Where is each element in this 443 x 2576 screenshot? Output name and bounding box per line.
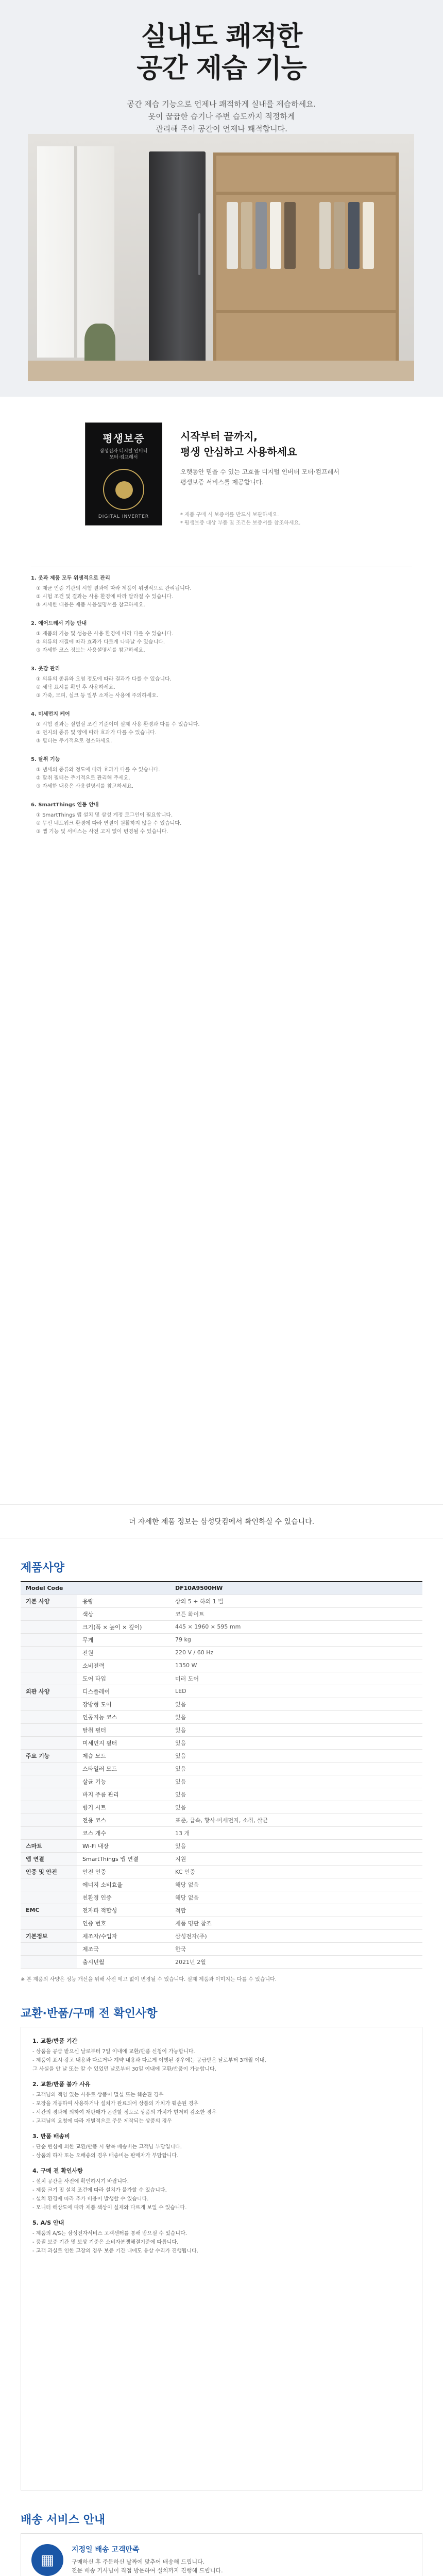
disclaimer-group [31,710,412,745]
spec-value-cell: 445 × 1960 × 595 mm [170,1620,422,1633]
spec-group-cell [21,1633,77,1646]
policy-line: - 상품을 공급 받으신 날로부터 7일 이내에 교환/반품 신청이 가능합니다. [32,2048,195,2055]
spec-label-cell: 인공지능 코스 [77,1710,170,1723]
policy-line: - 포장을 개봉하여 사용하거나 설치가 완료되어 상품의 가치가 훼손된 경우 [32,2100,199,2107]
spec-value-cell: 13 개 [170,1826,422,1839]
spec-value-cell: 1350 W [170,1659,422,1672]
disclaimer-line: ② 의류의 재질에 따라 효과가 다르게 나타날 수 있습니다. [36,639,165,645]
more-info-banner: 더 자세한 제품 정보는 삼성닷컴에서 확인하실 수 있습니다. [0,1504,443,1538]
spec-row [21,1929,422,1942]
spec-value-cell: 제품 명판 참조 [170,1917,422,1929]
spec-group-cell [21,1788,77,1801]
spec-group-cell: 외관 사양 [21,1685,77,1698]
plant-image [84,324,115,365]
spec-label-cell: 크기(폭 × 높이 × 깊이) [77,1620,170,1633]
policy-line: - 품질 보증 기간 및 보상 기준은 소비자분쟁해결기준에 따릅니다. [32,2239,179,2245]
delivery-box [21,2533,422,2576]
disclaimer-line: ② 탈취 필터는 주기적으로 관리해 주세요. [36,775,130,781]
policy-line: - 설치 공간을 사전에 확인하시기 바랍니다. [32,2178,129,2184]
spec-group-cell [21,1891,77,1904]
spec-label-cell: 소비전력 [77,1659,170,1672]
spec-group-cell [21,1646,77,1659]
spec-value-cell: 있음 [170,1710,422,1723]
disclaimer-line: ③ 앱 기능 및 서비스는 사전 고지 없이 변경될 수 있습니다. [36,829,168,835]
disclaimer-line: ③ 필터는 주기적으로 청소하세요. [36,738,112,744]
warranty-headline-line2: 평생 안심하고 사용하세요 [180,446,297,458]
disclaimer-line: ② 시험 조건 및 결과는 사용 환경에 따라 달라질 수 있습니다. [36,594,174,600]
spec-group-cell [21,1942,77,1955]
model-code-value: DF10A9500HW [170,1582,422,1595]
disclaimer-group [31,665,412,700]
spec-label-cell: 미세먼지 필터 [77,1736,170,1749]
policy-line: - 모니터 해상도에 따라 제품 색상이 실제와 다르게 보일 수 있습니다. [32,2205,187,2211]
spec-label-cell: 용량 [77,1595,170,1607]
spec-value-cell: 220 V / 60 Hz [170,1646,422,1659]
spec-group-cell [21,1672,77,1685]
spec-row [21,1801,422,1814]
spec-row [21,1762,422,1775]
policy-line: - 제품 크기 및 설치 조건에 따라 설치가 불가할 수 있습니다. [32,2187,167,2193]
disclaimer-group [31,756,412,791]
spec-label-cell: 전원 [77,1646,170,1659]
warranty-notes [180,511,397,528]
policy-line: - 고객님의 책임 있는 사유로 상품이 멸실 또는 훼손된 경우 [32,2092,164,2098]
return-policy-section [0,1984,443,2490]
disclaimer-line: ② 세탁 표시를 확인 후 사용하세요. [36,685,115,690]
policy-block-heading: 3. 반품 배송비 [32,2132,70,2140]
spec-value-cell: KC 인증 [170,1865,422,1878]
spec-row [21,1620,422,1633]
spec-value-cell: 있음 [170,1736,422,1749]
spec-group-cell: 기본 사양 [21,1595,77,1607]
disclaimer-group-heading: 1. 옷과 제품 모두 위생적으로 관리 [31,575,110,581]
spec-group-cell: 주요 기능 [21,1749,77,1762]
spec-group-cell [21,1878,77,1891]
spec-label-cell: 디스플레이 [77,1685,170,1698]
spec-label-cell: 출시년월 [77,1955,170,1968]
spec-row [21,1775,422,1788]
spec-label-cell: Wi-Fi 내장 [77,1839,170,1852]
spec-group-cell [21,1775,77,1788]
spec-value-cell: 상의 5 + 하의 1 벌 [170,1595,422,1607]
spec-value-cell: 있음 [170,1801,422,1814]
spec-row [21,1659,422,1672]
warranty-text [180,429,397,487]
spec-value-cell: 한국 [170,1942,422,1955]
disclaimer-line: ② 무선 네트워크 환경에 따라 연결이 원활하지 않을 수 있습니다. [36,821,182,826]
spec-group-cell: 앱 연결 [21,1852,77,1865]
spec-group-cell [21,1607,77,1620]
disclaimer-line: ① 시험 결과는 실험실 조건 기준이며 실제 사용 환경과 다를 수 있습니다. [36,722,200,727]
disclaimer-line: ① SmartThings 앱 설치 및 삼성 계정 로그인이 필요합니다. [36,812,173,818]
disclaimer-line: ② 먼지의 종류 및 양에 따라 효과가 다를 수 있습니다. [36,730,157,736]
spec-row [21,1852,422,1865]
spec-group-cell [21,1955,77,1968]
policy-line: - 고객님의 요청에 따라 개별적으로 주문 제작되는 상품의 경우 [32,2118,172,2124]
spec-row [21,1917,422,1929]
delivery-section-title: 배송 서비스 안내 [21,2513,106,2527]
badge-subtitle-line2: 모터·컴프레서 [109,455,138,460]
spec-row [21,1814,422,1826]
warranty-seal-icon [103,469,144,510]
spec-value-cell: 있음 [170,1723,422,1736]
spec-label-cell: 도어 타입 [77,1672,170,1685]
spec-row [21,1710,422,1723]
policy-line: 그 사실을 안 날 또는 알 수 있었던 날로부터 30일 이내에 교환/반품이 가능합니다. [32,2066,216,2072]
spec-value-cell: 적합 [170,1904,422,1917]
spec-note: ※ 본 제품의 사양은 성능 개선을 위해 사전 예고 없이 변경될 수 있습니다. 실제 제품과 이미지는 다를 수 있습니다. [21,1976,277,1982]
spec-label-cell: SmartThings 앱 연결 [77,1852,170,1865]
warranty-body-line2: 평생보증 서비스를 제공합니다. [180,479,264,486]
disclaimer-groups [31,574,412,836]
disclaimer-section [0,567,443,1504]
lifetime-warranty-section [0,397,443,567]
spec-label-cell: 살균 기능 [77,1775,170,1788]
spec-label-cell: 향기 시트 [77,1801,170,1814]
wardrobe-image [213,152,399,369]
badge-title: 평생보증 [103,432,145,445]
spec-value-cell: 2021년 2월 [170,1955,422,1968]
disclaimer-line: ① 제품의 기능 및 성능은 사용 환경에 따라 다를 수 있습니다. [36,631,174,637]
spec-label-cell: 인증 번호 [77,1917,170,1929]
disclaimer-group [31,574,412,609]
spec-row [21,1672,422,1685]
spec-label-cell: 안전 인증 [77,1865,170,1878]
disclaimer-group [31,801,412,836]
badge-subtitle [86,448,162,461]
warranty-headline-line1: 시작부터 끝까지, [180,430,258,443]
spec-row [21,1904,422,1917]
spec-value-cell: 있음 [170,1749,422,1762]
spec-row [21,1878,422,1891]
spec-row [21,1865,422,1878]
disclaimer-line: ① 냄새의 종류와 정도에 따라 효과가 다를 수 있습니다. [36,767,160,773]
delivery-top-body-line1: 구매하신 후 주문하신 날짜에 맞추어 배송해 드립니다. [72,2558,205,2565]
disclaimer-group-heading: 6. SmartThings 연동 안내 [31,802,99,808]
spec-label-cell: 제조국 [77,1942,170,1955]
calendar-icon: ▦ [31,2544,63,2576]
hero-title [0,21,443,84]
spec-label-cell: 전자파 적합성 [77,1904,170,1917]
warranty-body-line1: 오랫동안 믿을 수 있는 고효율 디지털 인버터 모터·컴프레서 [180,468,339,476]
spec-section [0,1559,443,1984]
policy-line: - 시간의 경과에 의하여 재판매가 곤란할 정도로 상품의 가치가 현저히 감소한 경우 [32,2109,217,2115]
model-code-label: Model Code [21,1582,170,1595]
spec-value-cell: 79 kg [170,1633,422,1646]
spec-value-cell: 삼성전자(주) [170,1929,422,1942]
spec-group-cell [21,1801,77,1814]
disclaimer-line: ③ 자세한 내용은 사용설명서를 참고하세요. [36,784,134,789]
spec-label-cell: 색상 [77,1607,170,1620]
badge-subtitle-line1: 삼성전자 디지털 인버터 [99,449,148,454]
spec-row [21,1646,422,1659]
spec-value-cell: 있음 [170,1788,422,1801]
hero-description [0,98,443,135]
disclaimer-line: ③ 자세한 내용은 제품 사용설명서를 참고하세요. [36,602,145,608]
warranty-headline [180,429,397,460]
spec-group-cell: 인증 및 안전 [21,1865,77,1878]
spec-value-cell: 미러 도어 [170,1672,422,1685]
policy-line: - 제품의 A/S는 삼성전자서비스 고객센터를 통해 받으실 수 있습니다. [32,2230,187,2236]
spec-value-cell: 있음 [170,1698,422,1710]
spec-row [21,1788,422,1801]
spec-group-cell [21,1723,77,1736]
disclaimer-line: ① 의류의 종류와 오염 정도에 따라 결과가 다를 수 있습니다. [36,676,172,682]
spec-value-cell: 해당 없음 [170,1891,422,1904]
hero-desc-line1: 공간 제습 기능으로 언제나 쾌적하게 실내를 제습하세요. [127,99,316,109]
spec-group-cell: EMC [21,1904,77,1917]
airdresser-product-image [149,151,206,373]
warranty-body [180,467,397,487]
spec-value-cell: 있음 [170,1762,422,1775]
spec-row [21,1942,422,1955]
disclaimer-line: ① 제균 인증 기관의 시험 결과에 따라 제품이 위생적으로 관리됩니다. [36,586,192,591]
spec-row [21,1891,422,1904]
policy-line: - 설치 환경에 따라 추가 비용이 발생할 수 있습니다. [32,2196,149,2202]
spec-row [21,1736,422,1749]
spec-label-cell: 탈취 필터 [77,1723,170,1736]
spec-table [21,1581,422,1969]
spec-value-cell: LED [170,1685,422,1698]
spec-value-cell: 코튼 화이트 [170,1607,422,1620]
spec-row [21,1955,422,1968]
disclaimer-group-heading: 4. 미세먼지 케어 [31,711,70,717]
policy-block-heading: 5. A/S 안내 [32,2219,64,2226]
badge-footer: DIGITAL INVERTER [98,514,149,519]
spec-label-cell: 에너지 소비효율 [77,1878,170,1891]
spec-label-cell: 무게 [77,1633,170,1646]
spec-value-cell: 있음 [170,1775,422,1788]
spec-label-cell: 코스 개수 [77,1826,170,1839]
spec-group-cell: 스마트 [21,1839,77,1852]
spec-row [21,1826,422,1839]
spec-row [21,1749,422,1762]
hero-room-photo [28,134,414,381]
policy-line: - 단순 변심에 의한 교환/반품 시 왕복 배송비는 고객님 부담입니다. [32,2144,182,2150]
policy-block-heading: 4. 구매 전 확인사항 [32,2167,83,2174]
spec-label-cell: 전용 코스 [77,1814,170,1826]
spec-label-cell: 제조자/수입자 [77,1929,170,1942]
spec-section-title: 제품사양 [21,1562,65,1574]
delivery-section [0,2490,443,2576]
spec-row [21,1595,422,1607]
disclaimer-line: ③ 가죽, 모피, 실크 등 일부 소재는 사용에 주의하세요. [36,693,159,699]
warranty-note-1: * 제품 구매 시 보증서를 반드시 보관하세요. [180,512,279,518]
spec-row [21,1685,422,1698]
disclaimer-group [31,620,412,655]
spec-label-cell: 스타일러 모드 [77,1762,170,1775]
spec-head-row [21,1582,422,1595]
spec-row [21,1633,422,1646]
delivery-top-body-line2: 전문 배송 기사님이 직접 방문하여 설치까지 진행해 드립니다. [72,2567,223,2574]
hero-desc-line3: 관리해 주어 공간이 언제나 쾌적합니다. [156,124,287,133]
warranty-badge [85,422,162,526]
delivery-top-body [72,2557,223,2575]
spec-group-cell [21,1736,77,1749]
hero-title-line1: 실내도 쾌적한 [141,21,302,52]
disclaimer-line: ③ 자세한 코스 정보는 사용설명서를 참고하세요. [36,648,145,653]
disclaimer-group-heading: 5. 탈취 기능 [31,757,60,762]
spec-group-cell [21,1710,77,1723]
delivery-top [31,2544,412,2576]
disclaimer-group-heading: 3. 옷감 관리 [31,666,60,672]
hero-title-line2: 공간 제습 기능 [137,53,306,84]
policy-line: - 제품이 표시·광고 내용과 다르거나 계약 내용과 다르게 이행된 경우에는 공급받은 날로부터 3개월 이내, [32,2057,266,2063]
spec-row [21,1723,422,1736]
spec-group-cell [21,1659,77,1672]
spec-row [21,1698,422,1710]
policy-box [21,2027,422,2490]
spec-value-cell: 지원 [170,1852,422,1865]
spec-group-cell [21,1620,77,1633]
spec-value-cell: 있음 [170,1839,422,1852]
spec-label-cell: 제습 모드 [77,1749,170,1762]
policy-line: - 상품의 하자 또는 오배송의 경우 배송비는 판매자가 부담합니다. [32,2153,179,2159]
spec-group-cell [21,1814,77,1826]
spec-group-cell: 기본정보 [21,1929,77,1942]
hero-section [0,0,443,397]
disclaimer-group-heading: 2. 에어드레서 기능 안내 [31,621,87,626]
spec-group-cell [21,1698,77,1710]
policy-section-title: 교환·반품/구매 전 확인사항 [21,2007,158,2020]
spec-label-cell: 장방형 도어 [77,1698,170,1710]
policy-line: - 고객 과실로 인한 고장의 경우 보증 기간 내에도 유상 수리가 진행됩니다. [32,2248,198,2254]
spec-value-cell: 해당 없음 [170,1878,422,1891]
spec-row [21,1607,422,1620]
spec-label-cell: 바지 주름 관리 [77,1788,170,1801]
hero-desc-line2: 옷이 꿉꿉한 습기나 주변 습도까지 적정하게 [148,112,295,121]
delivery-top-title: 지정일 배송 고객만족 [72,2545,140,2554]
spec-group-cell [21,1762,77,1775]
warranty-note-2: * 평생보증 대상 부품 및 조건은 보증서를 참조하세요. [180,520,301,526]
spec-group-cell [21,1826,77,1839]
spec-row [21,1839,422,1852]
policy-block-heading: 1. 교환/반품 기간 [32,2037,78,2044]
policy-block-heading: 2. 교환/반품 불가 사유 [32,2080,91,2088]
spec-label-cell: 친환경 인증 [77,1891,170,1904]
spec-value-cell: 표준, 급속, 황사·미세먼지, 소취, 살균 [170,1814,422,1826]
spec-group-cell [21,1917,77,1929]
